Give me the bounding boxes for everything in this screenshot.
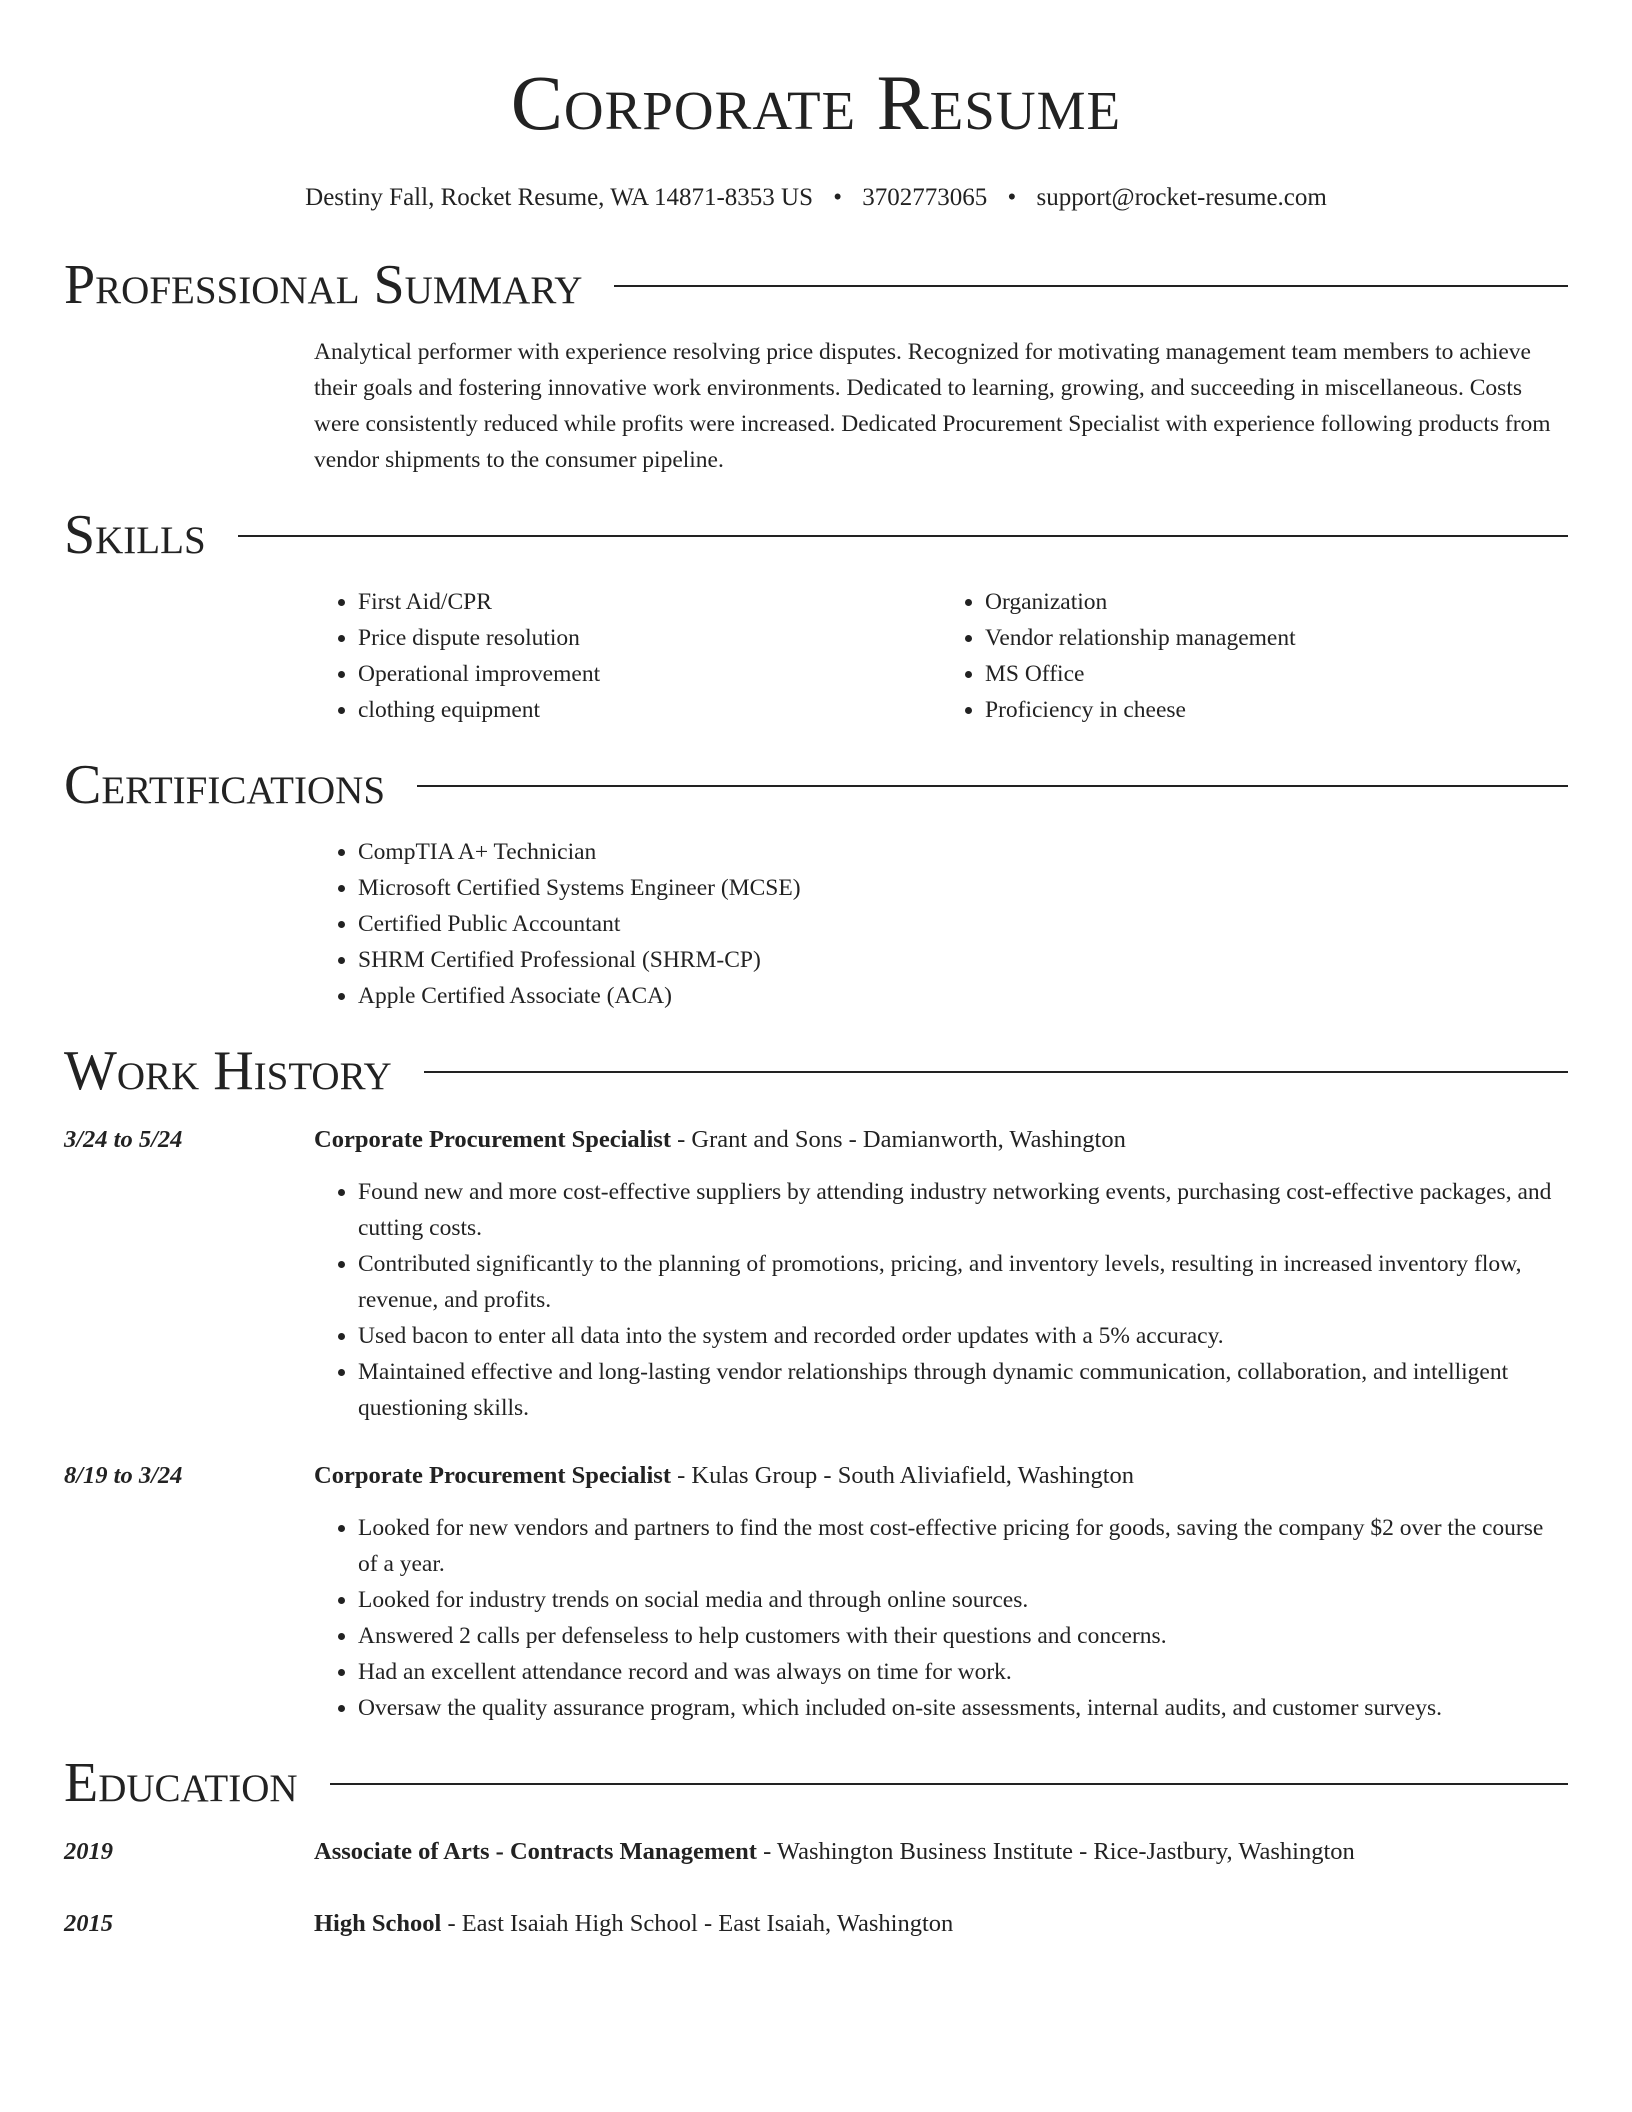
job-bullet: • Found new and more cost-effective suppliers by attending industry networking events, purchasing cost-effective packages, and cutting costs.	[358, 1174, 1568, 1246]
work-header	[64, 1036, 1568, 1106]
contact-address: Destiny Fall, Rocket Resume, WA 14871-8353 US	[305, 184, 814, 211]
skills-list	[314, 584, 1568, 728]
education-section	[64, 1748, 1568, 1942]
education-details: - Washington Business Institute - Rice-Jastbury, Washington	[756, 1838, 1355, 1865]
resume-title: Corporate Resume	[510, 59, 1122, 146]
certifications-heading: Certifications	[64, 754, 386, 816]
section-divider	[238, 535, 1568, 537]
job-dates: 3/24 to 5/24	[64, 1126, 183, 1153]
job-bullet: • Used bacon to enter all data into the system and recorded order updates with a 5% accuracy.	[358, 1318, 1568, 1354]
education-year: 2015	[64, 1910, 113, 1937]
job-bullet: • Oversaw the quality assurance program, which included on-site assessments, internal audits, and customer surveys.	[358, 1690, 1568, 1726]
section-divider	[417, 785, 1568, 787]
job-details: - Kulas Group - South Aliviafield, Washington	[671, 1462, 1135, 1489]
education-degree: Associate of Arts - Contracts Management	[314, 1838, 757, 1865]
job-header	[64, 1458, 1568, 1494]
job-info	[314, 1122, 1126, 1158]
certifications-header	[64, 750, 1568, 820]
job-bullet: • Maintained effective and long-lasting vendor relationships through dynamic communication, collaboration, and intelligent questioning skills.	[358, 1354, 1568, 1426]
education-heading: Education	[64, 1752, 298, 1814]
skill-item: • clothing equipment	[358, 692, 941, 728]
job-bullet: • Contributed significantly to the planning of promotions, pricing, and inventory levels, resulting in increased inventory flow, revenue, and profits.	[358, 1246, 1568, 1318]
skills-column-left	[314, 584, 941, 728]
education-header	[64, 1748, 1568, 1818]
education-info	[314, 1834, 1355, 1870]
job-info	[314, 1458, 1134, 1494]
skill-item: • Operational improvement	[358, 656, 941, 692]
job-bullet: • Looked for industry trends on social media and through online sources.	[358, 1582, 1568, 1618]
certifications-section	[64, 750, 1568, 1014]
job-title: Corporate Procurement Specialist	[314, 1126, 671, 1153]
education-details: - East Isaiah High School - East Isaiah, Washington	[441, 1910, 954, 1937]
job-entry	[64, 1458, 1568, 1726]
education-degree: High School	[314, 1910, 442, 1937]
work-heading: Work History	[64, 1040, 392, 1102]
work-section	[64, 1036, 1568, 1726]
contact-line	[64, 182, 1568, 214]
skill-item: • Organization	[985, 584, 1568, 620]
skill-item: • Price dispute resolution	[358, 620, 941, 656]
section-divider	[330, 1783, 1568, 1785]
summary-text: Analytical performer with experience resolving price disputes. Recognized for motivating management team members to achieve their goals and fostering innovative work environments. Dedicated to learning, growing, and succeeding in miscellaneous. Costs were consistently reduced while profits were increased. Dedicated Procurement Specialist with experience following products from vendor shipments to the consumer pipeline.	[314, 339, 1551, 473]
job-header	[64, 1122, 1568, 1158]
summary-section	[64, 250, 1568, 478]
job-details: - Grant and Sons - Damianworth, Washington	[671, 1126, 1126, 1153]
job-title: Corporate Procurement Specialist	[314, 1462, 671, 1489]
education-info	[314, 1906, 953, 1942]
job-bullet: • Looked for new vendors and partners to find the most cost-effective pricing for goods, saving the company $2 over the course of a year.	[358, 1510, 1568, 1582]
job-entry	[64, 1122, 1568, 1426]
contact-email: support@rocket-resume.com	[1036, 184, 1327, 211]
skill-item: • First Aid/CPR	[358, 584, 941, 620]
summary-heading: Professional Summary	[64, 254, 583, 316]
contact-separator: •	[833, 184, 843, 211]
education-year: 2019	[64, 1838, 113, 1865]
job-bullets	[314, 1510, 1568, 1726]
education-entry	[64, 1834, 1568, 1870]
skills-header	[64, 500, 1568, 570]
job-bullets	[314, 1174, 1568, 1426]
education-entry	[64, 1906, 1568, 1942]
certification-item: • SHRM Certified Professional (SHRM-CP)	[358, 942, 1568, 978]
skills-section	[64, 500, 1568, 728]
job-bullet: • Answered 2 calls per defenseless to help customers with their questions and concerns.	[358, 1618, 1568, 1654]
certification-item: • Apple Certified Associate (ACA)	[358, 978, 1568, 1014]
skill-item: • MS Office	[985, 656, 1568, 692]
certification-item: • Certified Public Accountant	[358, 906, 1568, 942]
certification-item: • Microsoft Certified Systems Engineer (MCSE)	[358, 870, 1568, 906]
job-dates: 8/19 to 3/24	[64, 1462, 183, 1489]
certifications-list	[314, 834, 1568, 1014]
certification-item: • CompTIA A+ Technician	[358, 834, 1568, 870]
skills-heading: Skills	[64, 504, 206, 566]
skill-item: • Vendor relationship management	[985, 620, 1568, 656]
section-divider	[614, 285, 1568, 287]
skills-column-right	[941, 584, 1568, 728]
contact-separator: •	[1007, 184, 1017, 211]
skill-item: • Proficiency in cheese	[985, 692, 1568, 728]
section-divider	[424, 1071, 1568, 1073]
contact-phone: 3702773065	[862, 184, 988, 211]
summary-header	[64, 250, 1568, 320]
job-bullet: • Had an excellent attendance record and was always on time for work.	[358, 1654, 1568, 1690]
